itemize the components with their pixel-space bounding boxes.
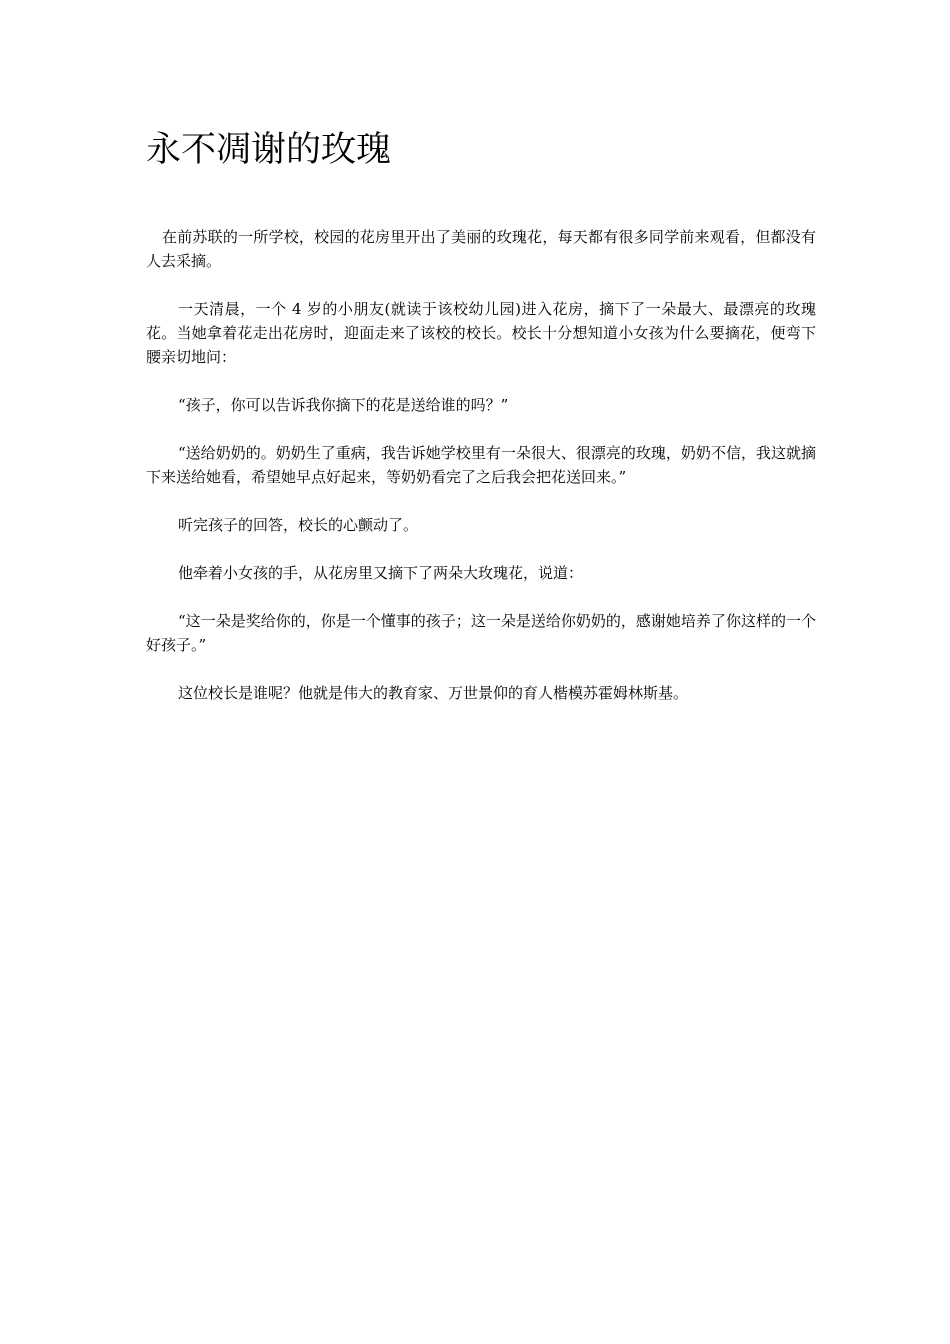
paragraph-1: 在前苏联的一所学校，校园的花房里开出了美丽的玫瑰花，每天都有很多同学前来观看，但都没有人去采摘。 xyxy=(146,228,816,270)
paragraph-4: “送给奶奶的。奶奶生了重病，我告诉她学校里有一朵很大、很漂亮的玫瑰，奶奶不信，我这就摘下来送给她看，希望她早点好起来，等奶奶看完了之后我会把花送回来。” xyxy=(146,444,816,486)
paragraph-3: “孩子，你可以告诉我你摘下的花是送给谁的吗？” xyxy=(178,396,509,414)
paragraph-6: 他牵着小女孩的手，从花房里又摘下了两朵大玫瑰花，说道： xyxy=(178,564,584,582)
paragraph-8: 这位校长是谁呢？他就是伟大的教育家、万世景仰的育人楷模苏霍姆林斯基。 xyxy=(178,684,689,702)
paragraph-7: “这一朵是奖给你的，你是一个懂事的孩子；这一朵是送给你奶奶的，感谢她培养了你这样的一个好孩子。” xyxy=(146,612,816,654)
paragraph-5: 听完孩子的回答，校长的心颤动了。 xyxy=(178,516,419,534)
paragraph-2: 一天清晨，一个 4 岁的小朋友(就读于该校幼儿园)进入花房，摘下了一朵最大、最漂亮的玫瑰花。当她拿着花走出花房时，迎面走来了该校的校长。校长十分想知道小女孩为什么要摘花，便弯下腰亲切地问： xyxy=(146,300,816,366)
document-title: 永不凋谢的玫瑰 xyxy=(146,130,392,170)
document-body xyxy=(146,225,816,729)
